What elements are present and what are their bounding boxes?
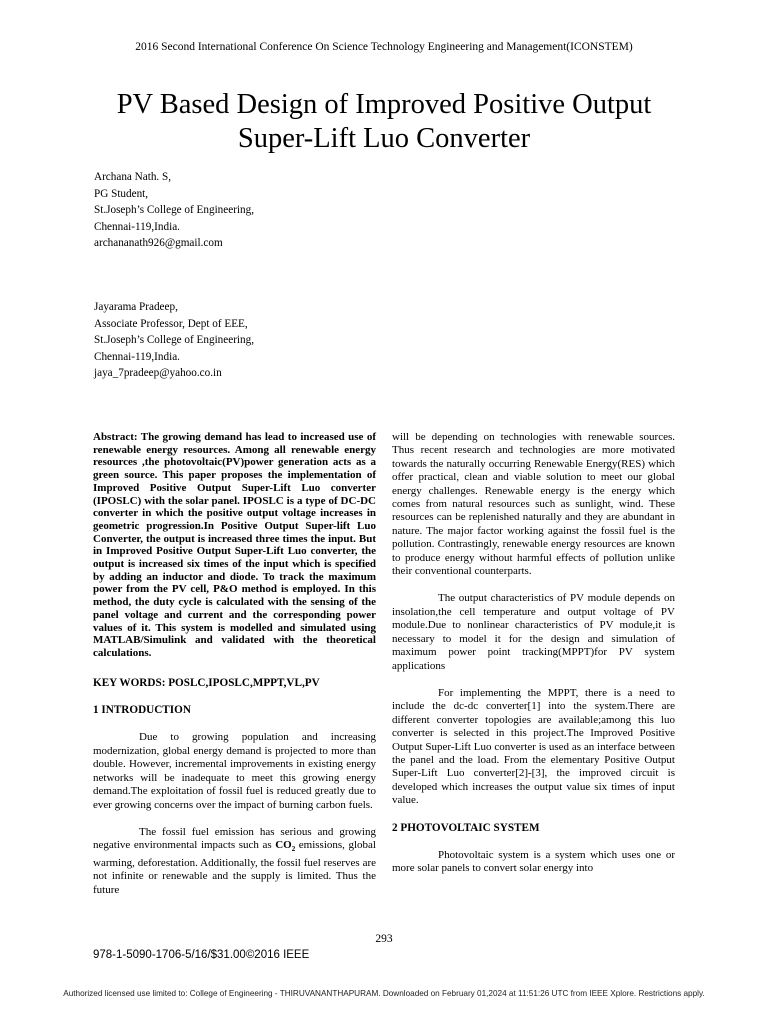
title-line-1: PV Based Design of Improved Positive Output <box>116 89 652 120</box>
section-2-heading: 2 PHOTOVOLTAIC SYSTEM <box>392 821 540 834</box>
author-email: archananath926@gmail.com <box>94 237 223 250</box>
license-footer: Authorized licensed use limited to: College of Engineering - THIRUVANANTHAPURAM. Downloaded on February 01,2024 at 11:51:26 UTC from IEEE Xplore. Restrictions apply. <box>63 989 705 998</box>
abstract: Abstract: The growing demand has lead to increased use of renewable energy resources. Among all renewable energy resources ,the photovoltaic(PV)power generation acts as a green source. This paper proposes the implementation of Improved Positive Output Super-Lift Luo converter (IPOSLC) with the solar panel. IPOSLC is a type of DC-DC converter in which the positive output voltage increases in geometric progression.In Positive Output Super-lift Luo Converter, the output is increased three times the input. But in Improved Positive Output Super-Lift Luo converter, the output is increased six times of the input which is specified by adding an inductor and diode. To track the maximum power from the PV cell, P&O method is employed. In this method, the duty cycle is calculated with the sensing of the panel voltage and current and the corresponding power values of it. This system is modelled and simulated using MATLAB/Simulink and validated with the theoretical calculations. <box>93 431 376 659</box>
author-block-2 <box>94 299 254 382</box>
conference-header: 2016 Second International Conference On Science Technology Engineering and Management(ICONSTEM) <box>135 41 633 53</box>
co2-formula: $CO_2$ <box>275 839 296 854</box>
section-1-heading: 1 INTRODUCTION <box>93 704 191 717</box>
paper-title <box>40 88 728 156</box>
author-city: Chennai-119,India. <box>94 350 180 363</box>
intro-paragraph-4: The output characteristics of PV module depends on insolation,the cell temperature and output voltage of PV module.Due to nonlinear characteristics of PV module,it is necessary to model it for the design and simulation of maximum power point tracking(MPPT)for PV system applications <box>392 592 675 672</box>
intro-paragraph-1: Due to growing population and increasing modernization, global energy demand is projected to more than double. However, incremental improvements in existing energy networks will be inadequate to meet this growing energy demand.The exploitation of fossil fuel is reduced greatly due to ever growing concerns over the impact of burning carbon fuels. <box>93 731 376 811</box>
author-position: Associate Professor, Dept of EEE, <box>94 317 248 330</box>
left-column <box>93 431 376 897</box>
author-email: jaya_7pradeep@yahoo.co.in <box>94 367 222 380</box>
intro-paragraph-2-end: emissions, global warming, deforestation. Additionally, the fossil fuel reserves are not infinite or renewable and the supply is limited. Thus the future <box>93 839 376 896</box>
isbn-line: 978-1-5090-1706-5/16/$31.00©2016 IEEE <box>93 949 310 961</box>
title-line-2: Super-Lift Luo Converter <box>237 123 531 154</box>
keywords: KEY WORDS: POSLC,IPOSLC,MPPT,VL,PV <box>93 676 320 689</box>
author-position: PG Student, <box>94 187 149 200</box>
author-name: Archana Nath. S, <box>94 171 172 183</box>
pv-paragraph-1: Photovoltaic system is a system which uses one or more solar panels to convert solar energy into <box>392 848 675 875</box>
author-block-1 <box>94 169 254 252</box>
author-affiliation: St.Joseph’s College of Engineering, <box>94 204 255 217</box>
author-name: Jayarama Pradeep, <box>94 301 178 313</box>
intro-paragraph-2 <box>93 826 376 897</box>
intro-paragraph-3: will be depending on technologies with renewable sources. Thus recent research and technologies are more motivated towards the naturally occurring Renewable Energy(RES) which offer practical, clean and viable solution to meet our global energy challenges. Renewable energy is the energy which comes from natural resources such as sunlight, wind. These resources can be replenished naturally and they are abundant in nature. The major factor working against the fossil fuel is the pollution. Contrastingly, renewable energy resources are known to produce energy without harmful effects of pollution unlike their conventional counterparts. <box>392 431 675 578</box>
author-affiliation: St.Joseph’s College of Engineering, <box>94 334 255 347</box>
right-column <box>392 431 675 876</box>
intro-paragraph-5: For implementing the MPPT, there is a need to include the dc-dc converter[1] into the system.There are different converter topologies are available;among this luo converter is selected in this project.The Improved Positive Output Super-Lift Luo converter is used as an interface between the panel and the load. From the elementary Positive Output Super-Lift Luo converter[2]-[3], the improved circuit is developed which increases the output value six times of input value. <box>392 686 675 807</box>
author-city: Chennai-119,India. <box>94 220 180 233</box>
intro-paragraph-2-start: The fossil fuel emission has serious and growing negative environmental impacts such as <box>93 825 376 852</box>
page-number: 293 <box>375 933 393 945</box>
